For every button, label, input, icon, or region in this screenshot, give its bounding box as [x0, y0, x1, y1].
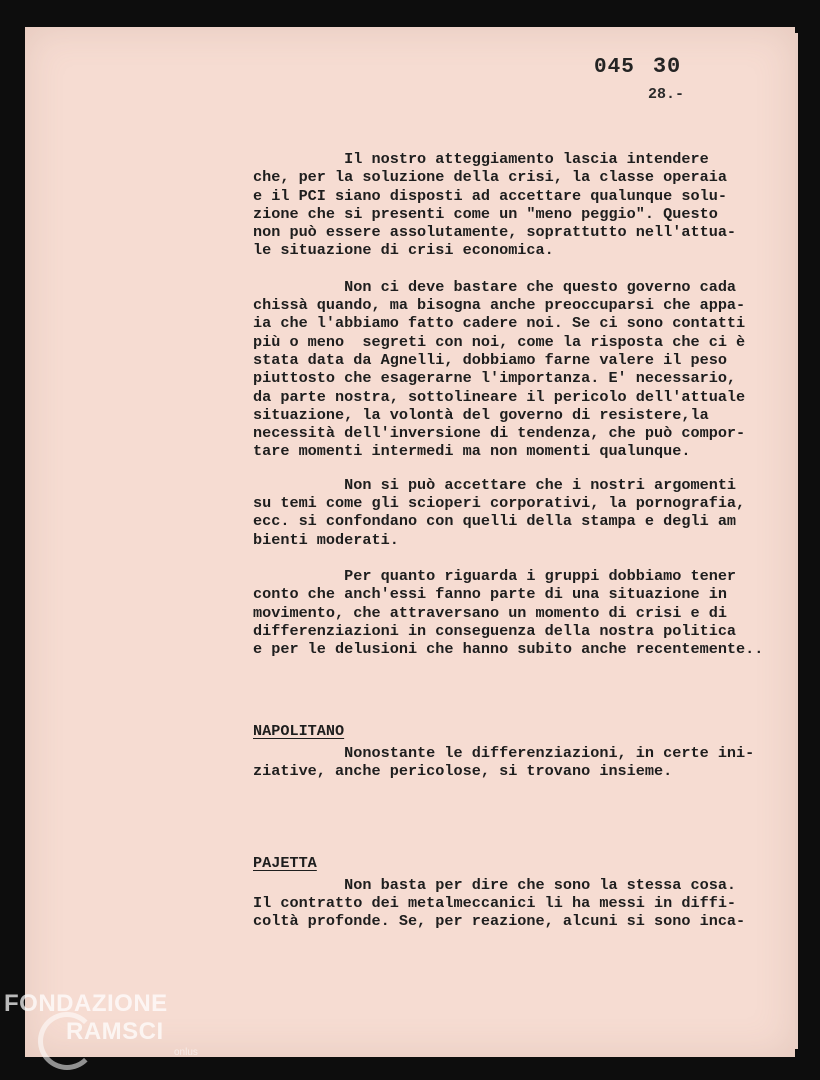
watermark-line-1: FONDAZIONE	[4, 990, 168, 1017]
text-line: e per le delusioni che hanno subito anche recentemente..	[253, 640, 764, 659]
paragraph-1	[253, 150, 798, 260]
text-line: tare momenti intermedi ma non momenti qualunque.	[253, 442, 691, 461]
text-line: ia che l'abbiamo fatto cadere noi. Se ci sono contatti	[253, 314, 746, 333]
section-pajetta	[253, 854, 798, 930]
document-body	[253, 150, 798, 931]
text-line: movimento, che attraversano un momento di crisi e di	[253, 603, 727, 622]
text-line: conto che anch'essi fanno parte di una situazione in	[253, 585, 727, 604]
text-line: chissà quando, ma bisogna anche preoccuparsi che appa-	[253, 296, 746, 315]
text-line: non può essere assolutamente, soprattutto nell'attua-	[253, 223, 737, 242]
speaker-name: NAPOLITANO	[253, 722, 345, 741]
text-line: e il PCI siano disposti ad accettare qualunque solu-	[253, 186, 727, 205]
text-line: le situazione di crisi economica.	[253, 241, 554, 260]
text-line: Non si può accettare che i nostri argomenti	[253, 475, 737, 494]
text-line: che, per la soluzione della crisi, la classe operaia	[253, 168, 727, 187]
text-line: Non ci deve bastare che questo governo cada	[253, 277, 737, 296]
text-line: stata data da Agnelli, dobbiamo farne valere il peso	[253, 350, 727, 369]
section-napolitano	[253, 722, 798, 780]
text-line: necessità dell'inversione di tendenza, che può compor-	[253, 424, 746, 443]
speaker-name: PAJETTA	[253, 854, 317, 873]
text-line: bienti moderati.	[253, 530, 399, 549]
text-line: coltà profonde. Se, per reazione, alcuni si sono inca-	[253, 912, 746, 931]
text-line: Il nostro atteggiamento lascia intendere	[253, 150, 709, 168]
watermark-suffix: onlus	[174, 1047, 198, 1058]
text-line: piuttosto che esagerarne l'importanza. E' necessario,	[253, 369, 737, 388]
paragraph-4	[253, 567, 798, 658]
text-line: situazione, la volontà del governo di resistere,la	[253, 405, 709, 424]
text-line: Il contratto dei metalmeccanici li ha messi in diffi-	[253, 893, 737, 912]
text-line: su temi come gli scioperi corporativi, la pornografia,	[253, 494, 746, 513]
page-number: 28.-	[648, 86, 685, 103]
archive-number-primary: 045	[594, 56, 635, 79]
text-line: Non basta per dire che sono la stessa cosa.	[253, 875, 737, 894]
paragraph-2	[253, 278, 798, 461]
text-line: ziative, anche pericolose, si trovano insieme.	[253, 762, 673, 781]
text-line: Per quanto riguarda i gruppi dobbiamo tener	[253, 566, 737, 585]
text-line: da parte nostra, sottolineare il pericolo dell'attuale	[253, 387, 746, 406]
text-line: ecc. si confondano con quelli della stampa e degli am	[253, 512, 737, 531]
fondazione-gramsci-watermark	[4, 990, 224, 1070]
text-line: zione che si presenti come un "meno peggio". Questo	[253, 204, 718, 223]
watermark-line-2: RAMSCI	[66, 1018, 164, 1045]
paragraph-3	[253, 476, 798, 549]
text-line: più o meno segreti con noi, come la risposta che ci è	[253, 332, 746, 351]
archive-stamp-number	[594, 54, 681, 79]
text-line: differenziazioni in conseguenza della nostra politica	[253, 621, 737, 640]
text-line: Nonostante le differenziazioni, in certe ini-	[253, 743, 755, 762]
archive-number-secondary: 30	[652, 54, 682, 79]
